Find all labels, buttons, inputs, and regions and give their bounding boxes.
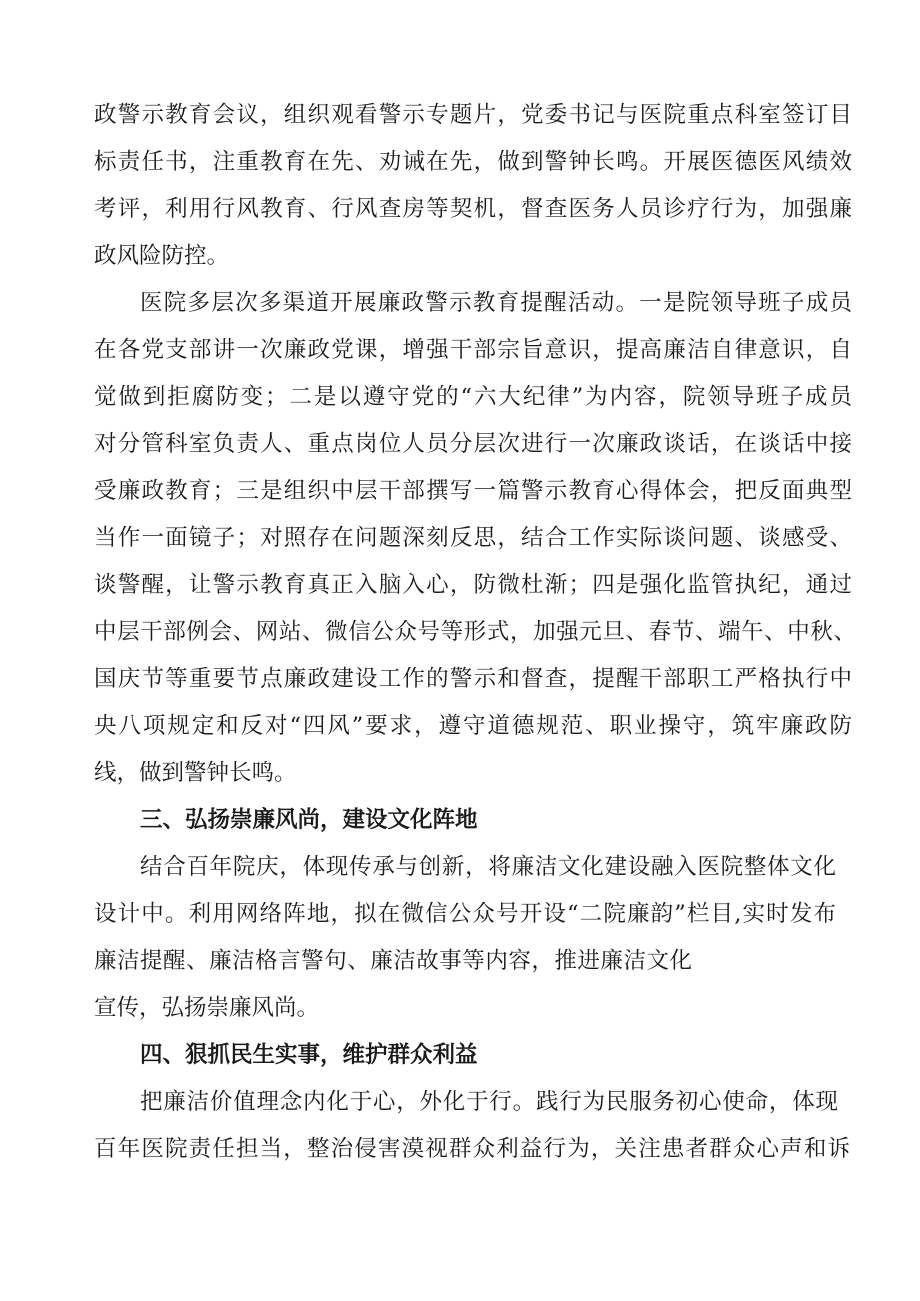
paragraph-line: 谈警醒，让警示教育真正入脑入心，防微杜渐；四是强化监管执纪，通过	[94, 572, 852, 598]
paragraph-line: 考评，利用行风教育、行风查房等契机，督查医务人员诊疗行为，加强廉	[94, 196, 852, 222]
paragraph-line: 政风险防控。	[94, 243, 230, 269]
paragraph-line: 中层干部例会、网站、微信公众号等形式，加强元旦、春节、端午、中秋、	[94, 619, 856, 645]
paragraph-line: 把廉洁价值理念内化于心，外化于行。践行为民服务初心使命，体现	[140, 1089, 838, 1115]
paragraph-line: 央八项规定和反对“四风”要求，遵守道德规范、职业操守，筑牢廉政防	[94, 713, 852, 739]
paragraph-line: 当作一面镜子；对照存在问题深刻反思，结合工作实际谈问题、谈感受、	[94, 525, 852, 551]
paragraph-line: 宣传，弘扬崇廉风尚。	[94, 995, 320, 1021]
paragraph-line: 对分管科室负责人、重点岗位人员分层次进行一次廉政谈话，在谈话中接	[94, 431, 852, 457]
paragraph-line: 在各党支部讲一次廉政党课，增强干部宗旨意识，提高廉洁自律意识，自	[94, 337, 852, 363]
section-heading-3: 三、弘扬崇廉风尚，建设文化阵地	[140, 807, 478, 833]
paragraph-line: 廉洁提醒、廉洁格言警句、廉洁故事等内容，推进廉洁文化	[94, 948, 692, 974]
paragraph-line: 政警示教育会议，组织观看警示专题片，党委书记与医院重点科室签订目	[94, 102, 852, 128]
paragraph-line: 线，做到警钟长鸣。	[94, 760, 297, 786]
paragraph-line: 设计中。利用网络阵地，拟在微信公众号开设“二院廉韵”栏目,实时发布	[94, 901, 836, 927]
paragraph-line: 受廉政教育；三是组织中层干部撰写一篇警示教育心得体会，把反面典型	[94, 478, 852, 504]
paragraph-line: 百年医院责任担当，整治侵害漠视群众利益行为，关注患者群众心声和诉	[94, 1136, 850, 1162]
paragraph-line: 结合百年院庆，体现传承与创新，将廉洁文化建设融入医院整体文化	[140, 854, 836, 880]
paragraph-line: 医院多层次多渠道开展廉政警示教育提醒活动。一是院领导班子成员	[140, 290, 852, 316]
paragraph-line: 觉做到拒腐防变；二是以遵守党的“六大纪律”为内容，院领导班子成员	[94, 384, 852, 410]
paragraph-line: 标责任书，注重教育在先、劝诫在先，做到警钟长鸣。开展医德医风绩效	[94, 149, 852, 175]
section-heading-4: 四、狠抓民生实事，维护群众利益	[140, 1042, 478, 1068]
paragraph-line: 国庆节等重要节点廉政建设工作的警示和督查，提醒干部职工严格执行中	[94, 666, 852, 692]
